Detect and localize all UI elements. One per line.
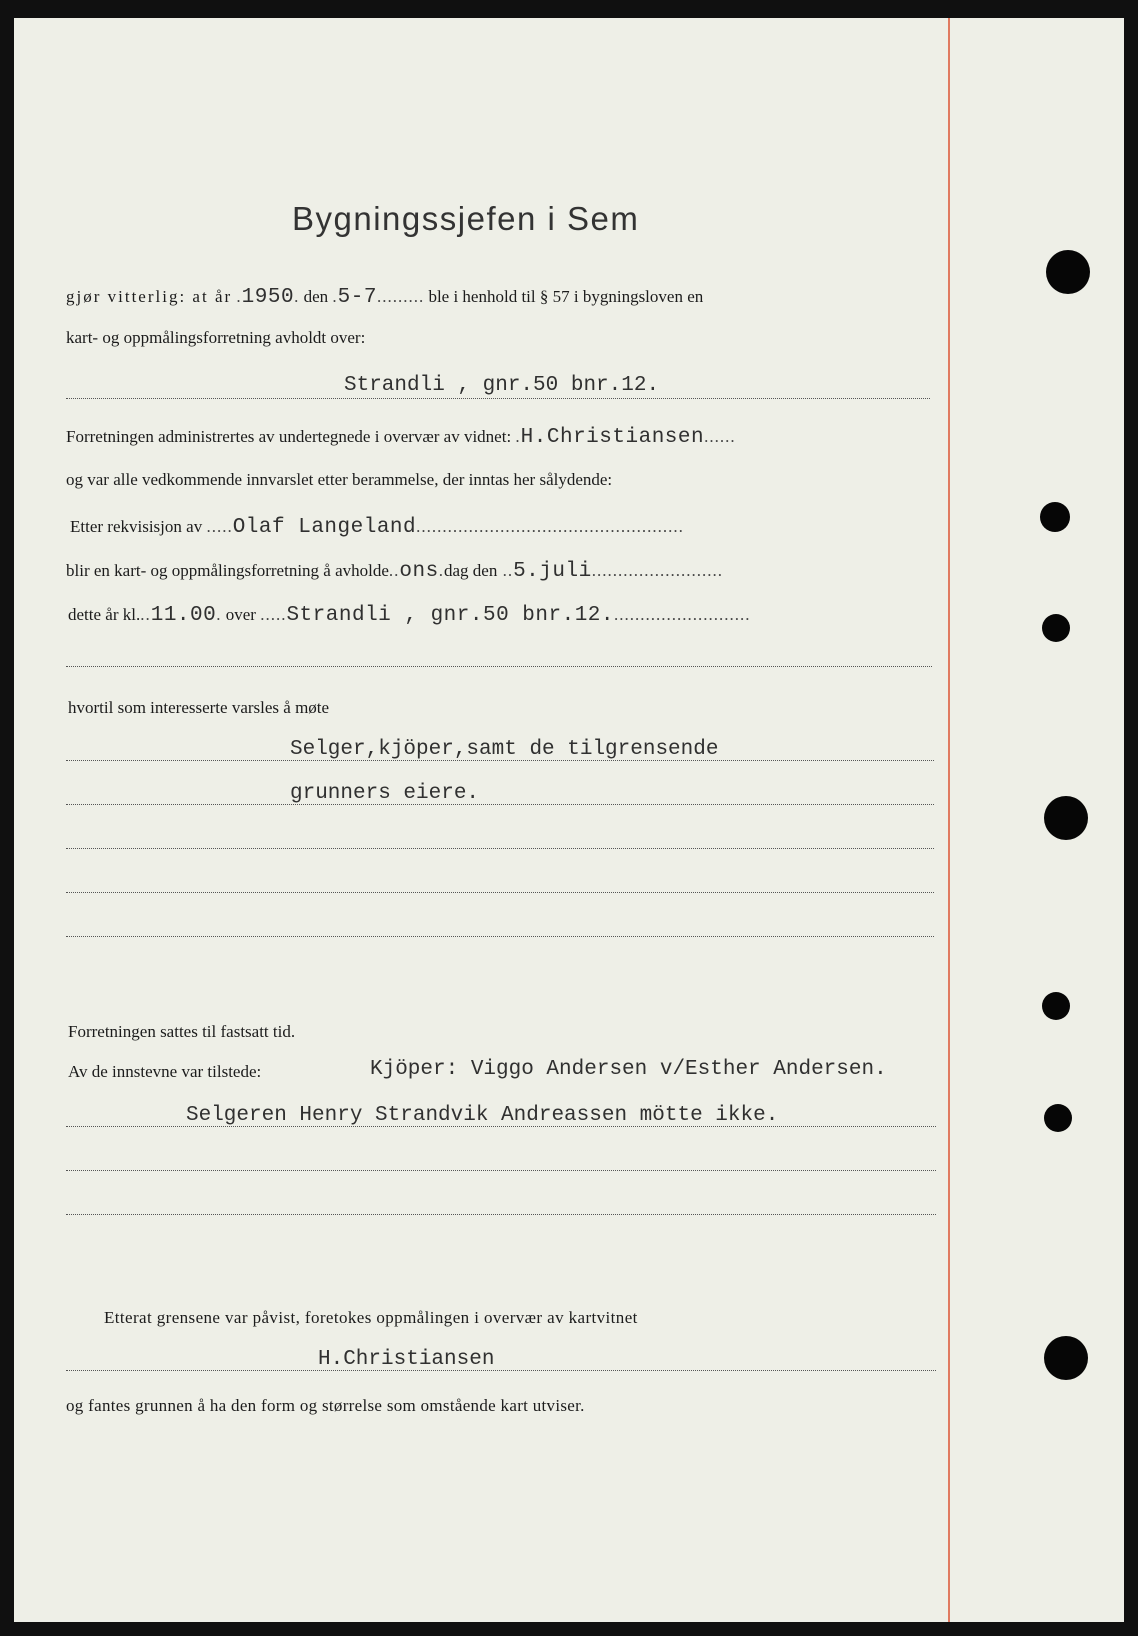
dotted-rule [66,936,934,937]
interested-value-1: Selger,kjöper,samt de tilgrensende [290,738,719,761]
den-label: den [303,287,329,306]
margin-line [948,18,950,1622]
purpose-line: kart- og oppmålingsforretning avholdt over: [66,328,366,347]
time-prefix: dette år kl. [68,605,141,624]
dotted-rule [66,398,930,399]
over-label: over [225,605,256,624]
declaration-line: gjør vitterlig: at år .1950. den .5-7......... ble i henhold til § 57 i bygningsloven en [66,286,704,309]
closing-line: og fantes grunnen å ha den form og størrelse som omstående kart utviser. [66,1396,585,1415]
punch-hole [1042,992,1070,1020]
witness-line: Forretningen administrertes av undertegnede i overvær av vidnet: .H.Christiansen...... [66,426,736,449]
present-value-1: Kjöper: Viggo Andersen v/Esther Andersen. [370,1058,887,1081]
property-value: Strandli , gnr.50 bnr.12. [344,374,660,397]
requisition-value: Olaf Langeland [232,516,417,539]
dotted-rule [66,1214,936,1215]
date-value: 5-7 [337,286,377,309]
page-title: Bygningssjefen i Sem [292,200,640,237]
present-value-2: Selgeren Henry Strandvik Andreassen mötte ikke. [186,1104,779,1127]
dotted-rule [66,804,934,805]
dotted-rule [66,1170,936,1171]
interested-value-2: grunners eiere. [290,782,480,805]
dotted-rule [66,1370,936,1371]
document-page [14,18,1124,1622]
requisition-label: Etter rekvisisjon av [70,517,203,536]
declaration-prefix: gjør vitterlig: at år [66,287,233,306]
time-value: 11.00 [150,604,217,627]
held-line: Forretningen sattes til fastsatt tid. [68,1022,296,1041]
meeting-prefix: blir en kart- og oppmålingsforretning å avholde [66,561,389,580]
notice-line: og var alle vedkommende innvarslet etter berammelse, der inntas her sålydende: [66,470,613,489]
time-line: dette år kl...11.00. over .....Strandli , gnr.50 bnr.12........................... [68,604,751,627]
witness-value: H.Christiansen [520,426,705,449]
place-value: Strandli , gnr.50 bnr.12. [286,604,615,627]
dotted-rule [66,848,934,849]
weekday-value: ons [399,560,439,583]
punch-hole [1044,796,1088,840]
dotted-rule [66,892,934,893]
witness-label: Forretningen administrertes av undertegnede i overvær av vidnet: [66,427,512,446]
punch-hole [1040,502,1070,532]
declaration-suffix: ble i henhold til § 57 i bygningsloven en [428,287,704,306]
map-witness-value: H.Christiansen [318,1348,495,1371]
meeting-line: blir en kart- og oppmålingsforretning å avholde..ons.dag den ..5.juli......................... [66,560,723,583]
punch-hole [1044,1104,1072,1132]
punch-hole [1042,614,1070,642]
requisition-line: Etter rekvisisjon av .....Olaf Langeland................................................... [70,516,684,539]
dotted-rule [66,666,932,667]
year-value: 1950 [241,286,295,309]
interested-label: hvortil som interesserte varsles å møte [68,698,330,717]
punch-hole [1046,250,1090,294]
meeting-date-value: 5.juli [513,560,592,583]
survey-line: Etterat grensene var påvist, foretokes oppmålingen i overvær av kartvitnet [104,1308,638,1327]
day-label: dag den [443,561,498,580]
present-label: Av de innstevne var tilstede: [68,1062,262,1081]
present-line [68,1062,261,1082]
punch-hole [1044,1336,1088,1380]
